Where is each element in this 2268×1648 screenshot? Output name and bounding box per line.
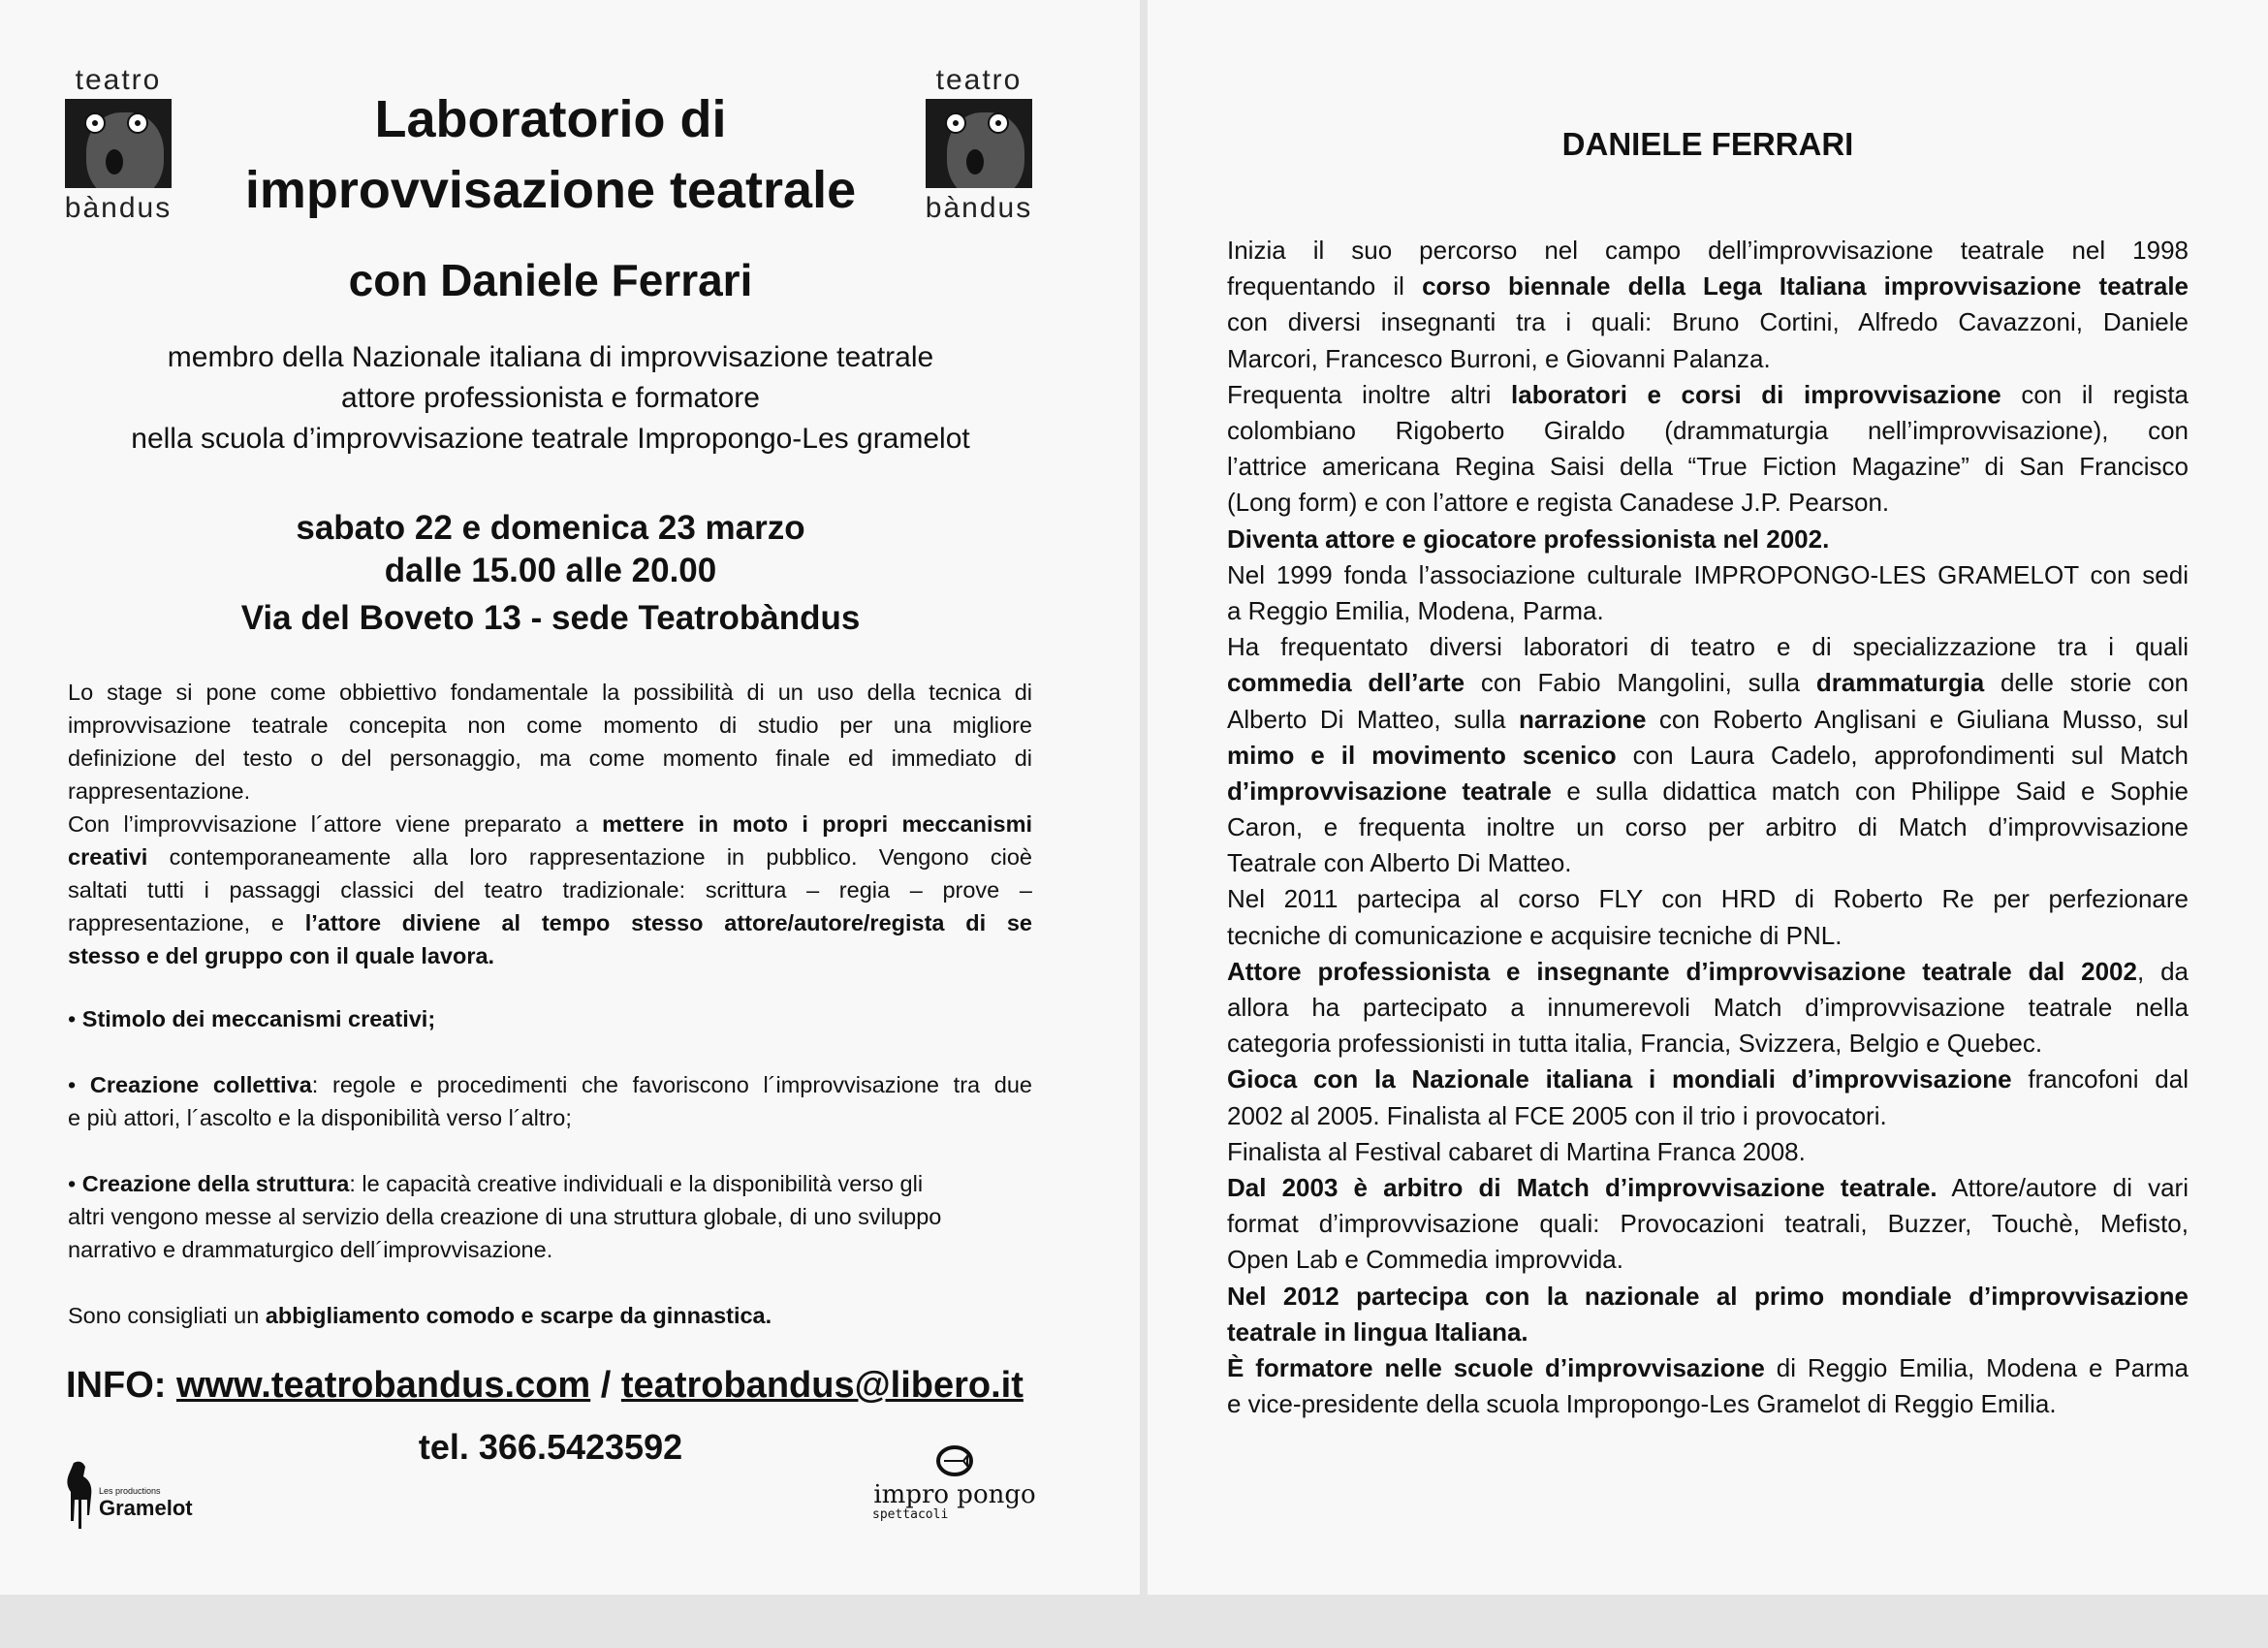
impropongo-sub: spettacoli <box>872 1507 949 1522</box>
horse-rider-icon <box>60 1459 99 1537</box>
impropongo-name: impro pongo <box>873 1480 1036 1509</box>
text-run: categoria professionisti in tutta italia, Francia, Svizzera, Belgio e Quebec. <box>1227 1029 2043 1059</box>
text-line <box>1227 1279 2189 1315</box>
bullet-creazione-struttura <box>68 1167 1032 1266</box>
phone-number: tel. 366.5423592 <box>418 1427 683 1467</box>
text-line <box>1227 1134 2189 1170</box>
text-line <box>68 808 1032 840</box>
text-run: Inizia il suo percorso nel campo dell’improvvisazione teatrale nel 1998 <box>1227 236 2189 265</box>
text-run: rappresentazione. <box>68 778 251 804</box>
bold-text: drammaturgia <box>1815 668 1985 698</box>
bold-text: Attore professionista e insegnante d’improvvisazione teatrale dal 2002 <box>1227 956 2137 986</box>
bold-text: Diventa attore e giocatore professionista nel 2002. <box>1227 523 1830 554</box>
text-line <box>1227 665 2189 701</box>
text-line <box>1227 304 2189 340</box>
text-line <box>1227 954 2189 990</box>
text-line <box>68 906 1032 939</box>
text-run: narrativo e drammaturgico dell´improvvisazione. <box>68 1237 553 1262</box>
logo-text-bottom: bàndus <box>925 192 1033 224</box>
text-line <box>68 1233 1032 1266</box>
text-line <box>1227 557 2189 593</box>
bold-text: È formatore nelle scuole d’improvvisazione <box>1227 1352 1765 1382</box>
text-run: • <box>68 1006 82 1031</box>
text-run: 2002 al 2005. Finalista al FCE 2005 con il trio i provocatori. <box>1227 1100 1887 1130</box>
info-line <box>66 1365 1024 1407</box>
flyer-front-page <box>0 0 1140 1595</box>
hours: dalle 15.00 alle 20.00 <box>384 552 717 589</box>
bold-text: abbigliamento comodo e scarpe da ginnastica. <box>265 1303 772 1328</box>
subtitle-line: membro della Nazionale italiana di improvvisazione teatrale <box>167 341 934 373</box>
text-line <box>1227 1386 2189 1422</box>
text-run: altri vengono messe al servizio della creazione di una struttura globale, di uno sviluppo <box>68 1204 942 1229</box>
biography-text <box>1227 233 2189 1422</box>
text-line <box>1227 990 2189 1026</box>
text-line <box>68 709 1032 742</box>
bullet-stimolo <box>68 1002 1032 1035</box>
clothing-advice <box>68 1299 1032 1332</box>
bold-text: Nel 2012 partecipa con la nazionale al primo mondiale d’improvvisazione <box>1227 1281 2189 1311</box>
title-line-1: Laboratorio di <box>374 90 727 148</box>
text-line <box>68 1002 1032 1035</box>
text-run: di Reggio Emilia, Modena e Parma <box>1764 1352 2189 1382</box>
biography-title: DANIELE FERRARI <box>1561 126 1854 162</box>
text-line <box>68 676 1032 709</box>
text-line <box>68 939 1032 972</box>
text-line <box>1227 1062 2189 1097</box>
text-run: : regole e procedimenti che favoriscono l´improvvisazione tra due <box>311 1072 1032 1097</box>
bold-text: commedia dell’arte <box>1227 668 1465 698</box>
text-run: Frequenta inoltre altri <box>1227 379 1512 409</box>
text-line <box>68 1068 1032 1101</box>
text-run: francofoni dal <box>2011 1064 2189 1094</box>
text-line <box>1227 918 2189 954</box>
text-line <box>1227 881 2189 917</box>
text-run: (Long form) e con l’attore e regista Canadese J.P. Pearson. <box>1227 488 1890 518</box>
text-run: e vice-presidente della scuola Impropongo-Les Gramelot di Reggio Emilia. <box>1227 1389 2057 1419</box>
text-run: improvvisazione teatrale concepita non come momento di studio per una migliore <box>68 713 1032 738</box>
email-link[interactable]: teatrobandus@libero.it <box>620 1365 1024 1406</box>
text-run: con Roberto Anglisani e Giuliana Musso, sul <box>1646 704 2189 734</box>
subtitle-line: attore professionista e formatore <box>341 382 760 414</box>
bold-text: mimo e il movimento scenico <box>1227 740 1617 770</box>
text-line <box>68 742 1032 775</box>
bullet-creazione-collettiva <box>68 1068 1032 1134</box>
text-run: Marcori, Francesco Burroni, e Giovanni Palanza. <box>1227 343 1771 373</box>
website-link[interactable]: www.teatrobandus.com <box>176 1365 591 1406</box>
text-run: Attore/autore di vari <box>1937 1173 2189 1203</box>
text-run: con il regista <box>2000 379 2189 409</box>
bold-text: Gioca con la Nazionale italiana i mondiali d’improvvisazione <box>1227 1064 2012 1094</box>
title-line-3: con Daniele Ferrari <box>348 255 753 305</box>
bold-text: corso biennale della Lega Italiana improvvisazione teatrale <box>1422 271 2189 301</box>
text-line <box>1227 1315 2189 1350</box>
logo-text-top: teatro <box>935 64 1023 96</box>
fish-icon <box>935 1444 974 1477</box>
logo-text-top: teatro <box>75 64 162 96</box>
text-run: , da <box>2136 956 2189 986</box>
text-run: allora ha partecipato a innumerevoli Match d’improvvisazione teatrale nella <box>1227 993 2189 1023</box>
text-run: con Fabio Mangolini, sulla <box>1465 668 1816 698</box>
bold-text: creativi <box>68 844 148 870</box>
text-run: Sono consigliati un <box>68 1303 266 1328</box>
text-run: Alberto Di Matteo, sulla <box>1227 704 1519 734</box>
text-run: rappresentazione, e <box>68 910 305 935</box>
gramelot-name: Gramelot <box>99 1496 193 1520</box>
venue: Via del Boveto 13 - sede Teatrobàndus <box>240 599 861 637</box>
text-line <box>1227 522 2189 557</box>
description-paragraph <box>68 676 1032 972</box>
text-line <box>1227 702 2189 738</box>
text-run: definizione del testo o del personaggio, ma come momento finale ed immediato di <box>68 745 1032 771</box>
text-line <box>1227 1170 2189 1206</box>
text-run: Caron, e frequenta inoltre un corso per arbitro di Match d’improvvisazione <box>1227 812 2189 842</box>
text-run: tecniche di comunicazione e acquisire tecniche di PNL. <box>1227 920 1843 950</box>
text-line <box>68 840 1032 873</box>
text-line <box>1227 413 2189 449</box>
text-run: colombiano Rigoberto Giraldo (drammaturgia nell’improvvisazione), con <box>1227 415 2189 445</box>
text-line <box>1227 377 2189 413</box>
text-run: Lo stage si pone come obbiettivo fondamentale la possibilità di un uso della tecnica di <box>68 680 1032 705</box>
gramelot-logo <box>60 1459 225 1537</box>
text-run: Open Lab e Commedia improvvida. <box>1227 1245 1623 1275</box>
text-line <box>1227 269 2189 304</box>
subtitle-line: nella scuola d’improvvisazione teatrale Impropongo-Les gramelot <box>131 423 970 455</box>
text-run: delle storie con <box>1984 668 2189 698</box>
text-line <box>1227 774 2189 809</box>
bold-text: Creazione della struttura <box>81 1171 350 1196</box>
text-line <box>68 775 1032 808</box>
text-run: con diversi insegnanti tra i quali: Bruno Cortini, Alfredo Cavazzoni, Daniele <box>1227 307 2189 337</box>
text-line <box>1227 1098 2189 1134</box>
text-run: Nel 2011 partecipa al corso FLY con HRD di Roberto Re per perfezionare <box>1227 884 2189 914</box>
text-run: l’attrice americana Regina Saisi della “True Fiction Magazine” di San Francisco <box>1227 452 2189 482</box>
text-run: saltati tutti i passaggi classici del teatro tradizionale: scrittura – regia – prove – <box>68 877 1032 903</box>
bold-text: d’improvvisazione teatrale <box>1227 776 1552 806</box>
text-line <box>1227 845 2189 881</box>
text-run: : le capacità creative individuali e la disponibilità verso gli <box>349 1171 924 1196</box>
text-run: e sulla didattica match con Philippe Said e Sophie <box>1551 776 2189 806</box>
text-line <box>1227 738 2189 774</box>
text-line <box>1227 1206 2189 1242</box>
text-line <box>1227 1242 2189 1278</box>
text-run: Teatrale con Alberto Di Matteo. <box>1227 848 1572 878</box>
separator: / <box>600 1365 612 1406</box>
text-line <box>1227 593 2189 629</box>
text-line <box>1227 809 2189 845</box>
text-line <box>68 1101 1032 1134</box>
text-line <box>1227 629 2189 665</box>
bold-text: l’attore diviene al tempo stesso attore/autore/regista di se <box>304 910 1032 935</box>
text-run: a Reggio Emilia, Modena, Parma. <box>1227 595 1604 625</box>
text-run: Ha frequentato diversi laboratori di teatro e di specializzazione tra i quali <box>1227 632 2189 662</box>
bold-text: teatrale in lingua Italiana. <box>1227 1316 1528 1347</box>
text-run: • <box>68 1171 82 1196</box>
text-run: Con l’improvvisazione l´attore viene preparato a <box>68 811 603 837</box>
text-line <box>68 873 1032 906</box>
text-line <box>1227 233 2189 269</box>
info-label: INFO: <box>66 1365 167 1406</box>
logo-text-bottom: bàndus <box>64 192 173 224</box>
gramelot-small-text: Les productions <box>99 1486 161 1496</box>
text-line <box>1227 1350 2189 1386</box>
bold-text: stesso e del gruppo con il quale lavora. <box>68 943 495 968</box>
text-line <box>68 1299 1032 1332</box>
dates: sabato 22 e domenica 23 marzo <box>296 509 805 547</box>
bold-text: laboratori e corsi di improvvisazione <box>1511 379 2001 409</box>
bold-text: Creazione collettiva <box>89 1072 312 1097</box>
text-line <box>68 1167 1032 1200</box>
text-run: contemporaneamente alla loro rappresentazione in pubblico. Vengono cioè <box>147 844 1032 870</box>
text-run: • <box>68 1072 90 1097</box>
bold-text: mettere in moto i propri meccanismi <box>602 811 1032 837</box>
text-line <box>1227 449 2189 485</box>
text-line <box>1227 341 2189 377</box>
bold-text: narrazione <box>1518 704 1647 734</box>
bold-text: Dal 2003 è arbitro di Match d’improvvisazione teatrale. <box>1227 1173 1937 1203</box>
bold-text: Stimolo dei meccanismi creativi; <box>81 1006 436 1031</box>
impropongo-logo <box>863 1444 1047 1522</box>
text-run: Nel 1999 fonda l’associazione culturale IMPROPONGO-LES GRAMELOT con sedi <box>1227 559 2189 589</box>
title-line-2: improvvisazione teatrale <box>244 161 857 219</box>
text-run: con Laura Cadelo, approfondimenti sul Match <box>1616 740 2189 770</box>
text-run: Finalista al Festival cabaret di Martina Franca 2008. <box>1227 1136 1806 1166</box>
text-run: e più attori, l´ascolto e la disponibilità verso l´altro; <box>68 1105 572 1130</box>
text-line <box>1227 1026 2189 1062</box>
text-line <box>68 1200 1032 1233</box>
text-run: frequentando il <box>1227 271 1423 301</box>
flyer-back-page <box>1148 0 2268 1595</box>
text-run: format d’improvvisazione quali: Provocazioni teatrali, Buzzer, Touchè, Mefisto, <box>1227 1209 2189 1239</box>
text-line <box>1227 485 2189 521</box>
